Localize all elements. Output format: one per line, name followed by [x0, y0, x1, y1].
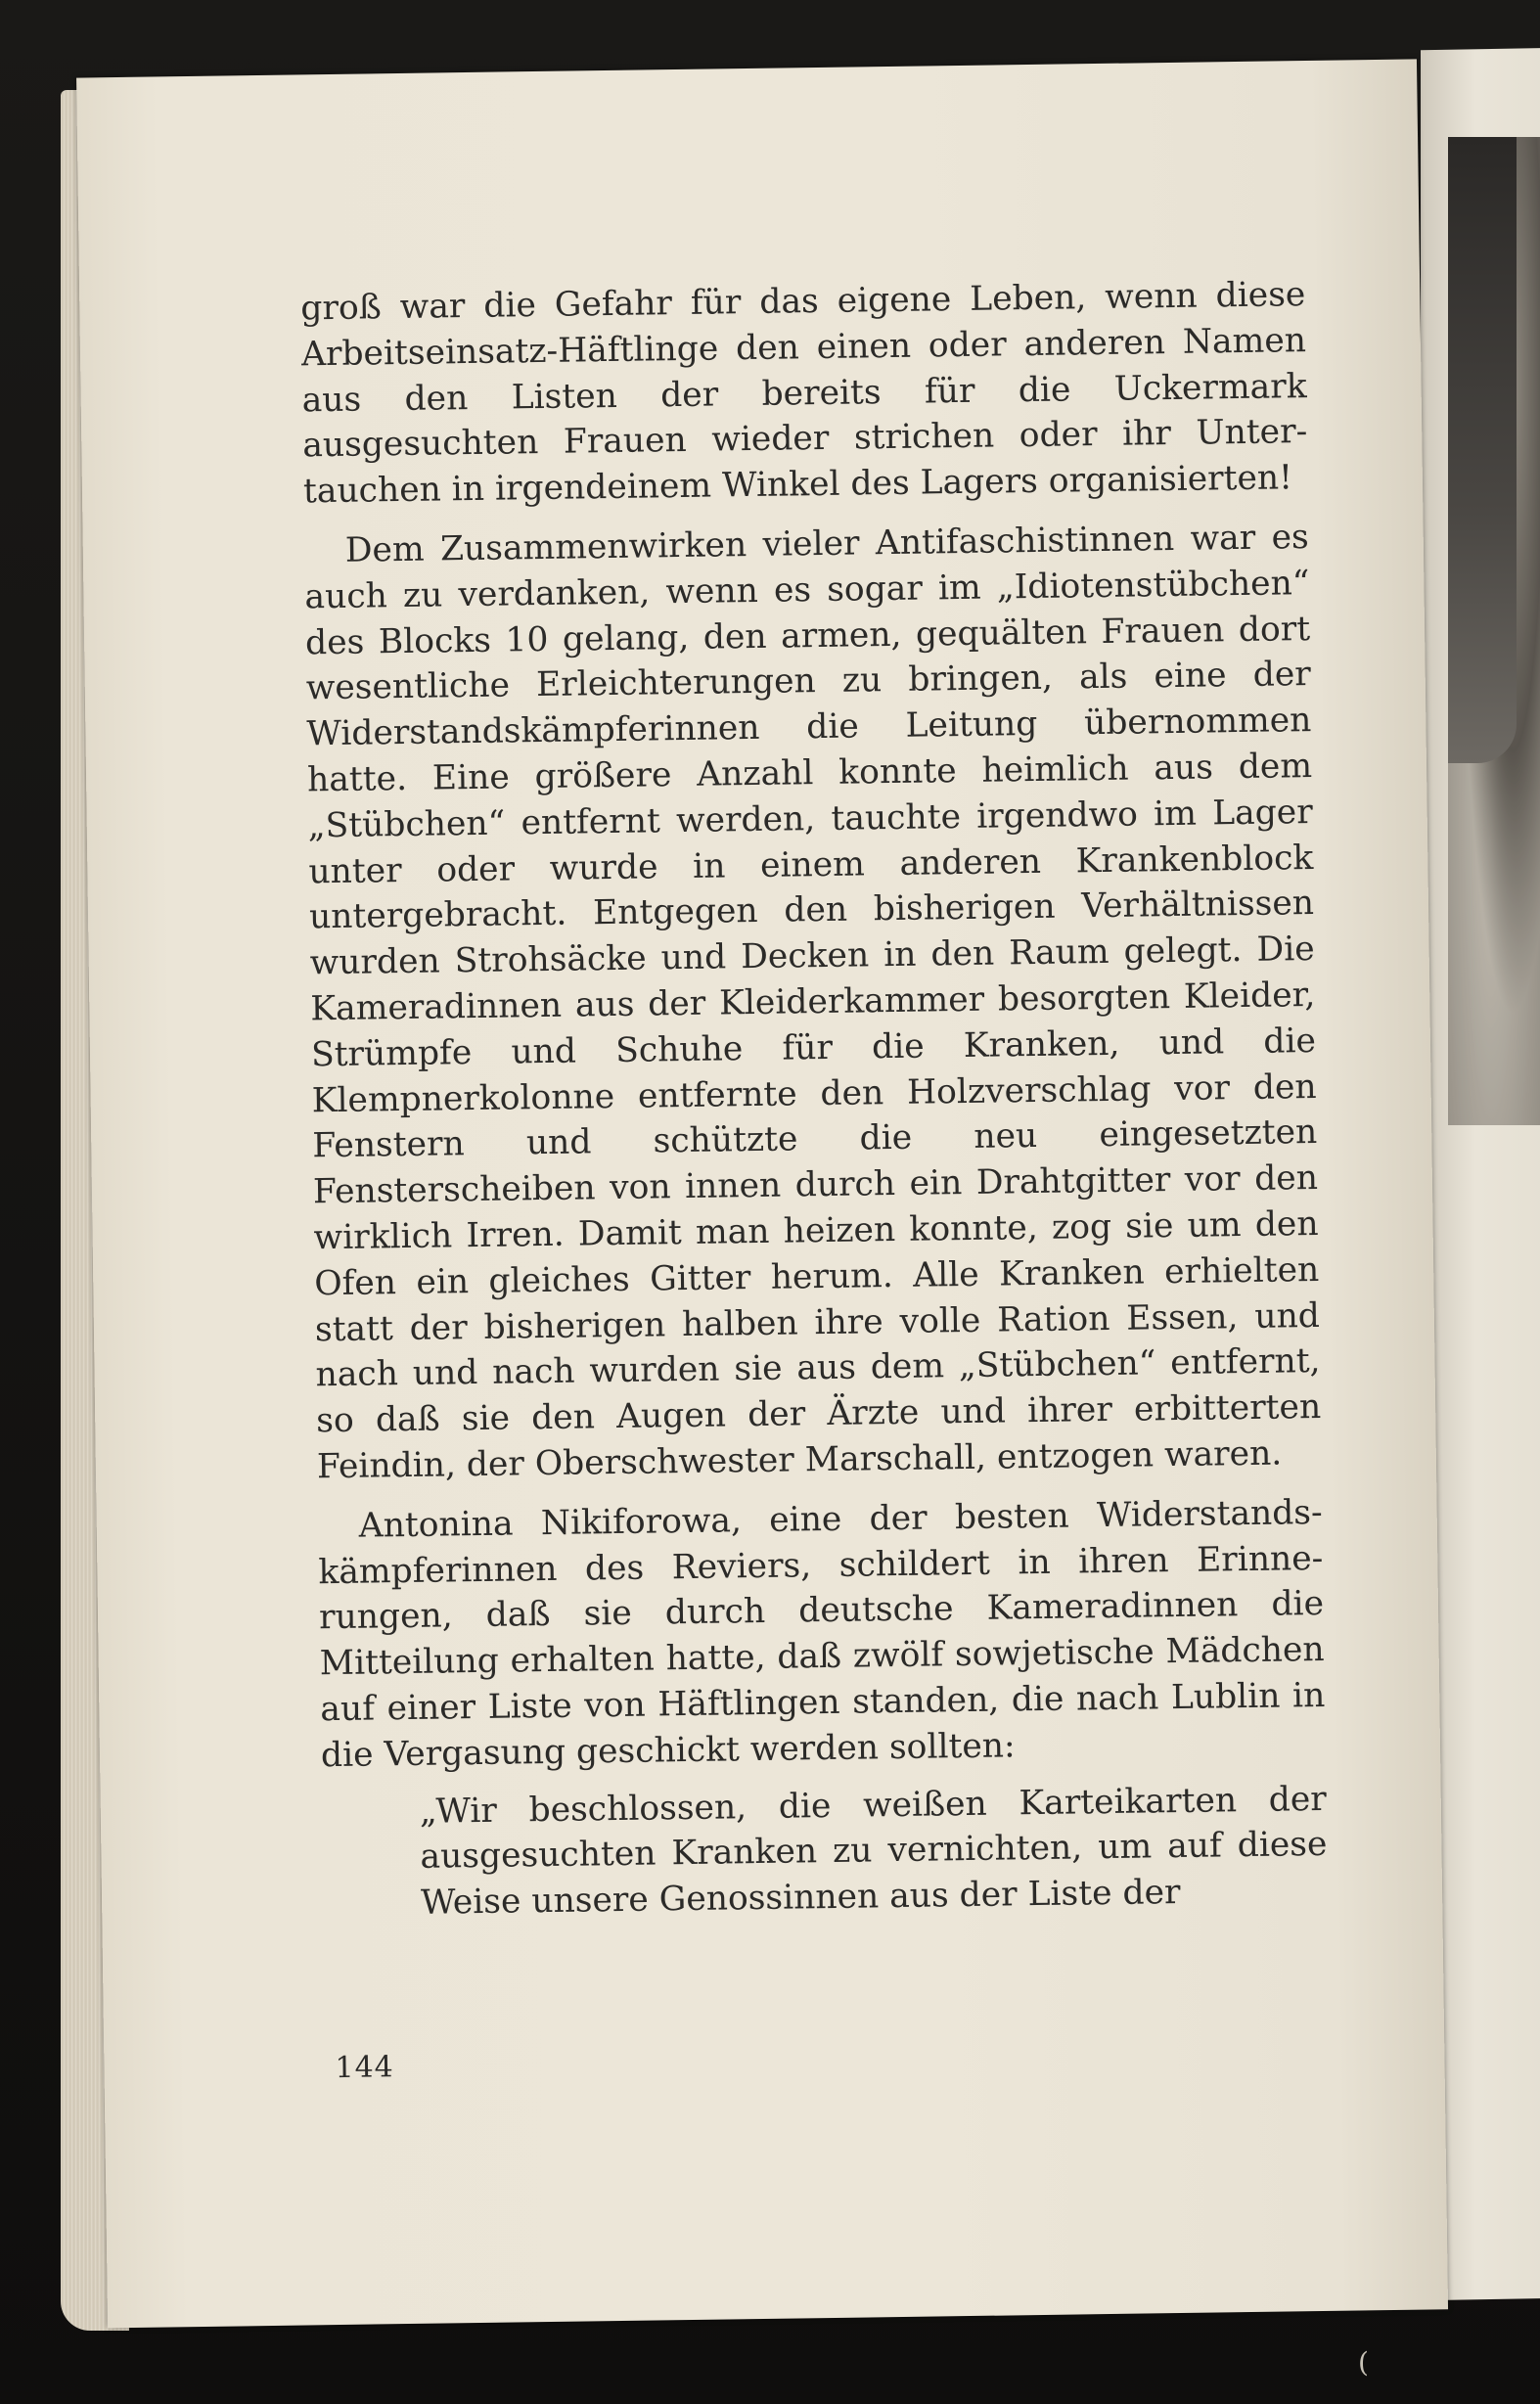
body-text: [300, 272, 1328, 1928]
page-number: 144: [335, 2050, 394, 2086]
facing-page-photograph-shadow: [1448, 137, 1517, 763]
paragraph-2: Dem Zusammenwirken vieler Antifaschistinnen war es auch zu verdanken, wenn es sogar im „Idiotenstübchen“ des Blocks 10 gelang, den armen, gequälten Frauen dort wesentliche Erleichterungen zu bringen, als eine der Widerstandskämpferinnen die Leitung übernommen hatte. Eine größere Anzahl konnte heimlich aus dem „Stübchen“ entfernt werden, tauchte irgendwo im Lager unter oder wurde in einem anderen Krankenblock untergebracht. Entgegen den bisherigen Verhältnissen wurden Strohsäcke und Decken in den Raum gelegt. Die Kameradinnen aus der Kleiderkammer besorgten Kleider, Strümpfe und Schuhe für die Kranken, und die Klempnerkolonne entfernte den Holzverschlag vor den Fenstern und schützte die neu eingesetzten Fensterscheiben von innen durch ein Drahtgitter vor den wirklich Irren. Damit man heizen konnte, zog sie um den Ofen ein gleiches Gitter herum. Alle Kranken erhielten statt der bisherigen halben ihre volle Ration Essen, und nach und nach wurden sie aus dem „Stübchen“ entfernt, so daß sie den Augen der Ärzte und ihrer erbitterten Feindin, der Oberschwester Marschall, entzogen waren.: [304, 518, 1322, 1487]
stray-mark: (: [1358, 2346, 1369, 2379]
block-quote: „Wir beschlossen, die weißen Karteikarten der ausgesuchten Kranken zu vernichten, um auf diese Weise unsere Genossinnen aus der Liste der: [419, 1779, 1328, 1923]
book-page: [76, 59, 1448, 2328]
paragraph-3: Antonina Nikiforowa, eine der besten Widerstandskämpferinnen des Reviers, schildert in ihren Erinnerungen, daß sie durch deutsche Kameradinnen die Mitteilung erhalten hatte, daß zwölf sowjetische Mädchen auf einer Liste von Häftlingen standen, die nach Lublin in die Vergasung geschickt werden sollten:: [318, 1492, 1326, 1775]
paragraph-1: groß war die Gefahr für das eigene Leben, wenn diese Arbeitseinsatz-Häftlinge den einen oder anderen Namen aus den Listen der bereits für die Uckermark ausgesuchten Frauen wieder strichen oder ihr Untertauchen in irgendeinem Winkel des Lagers organisierten!: [300, 275, 1308, 512]
